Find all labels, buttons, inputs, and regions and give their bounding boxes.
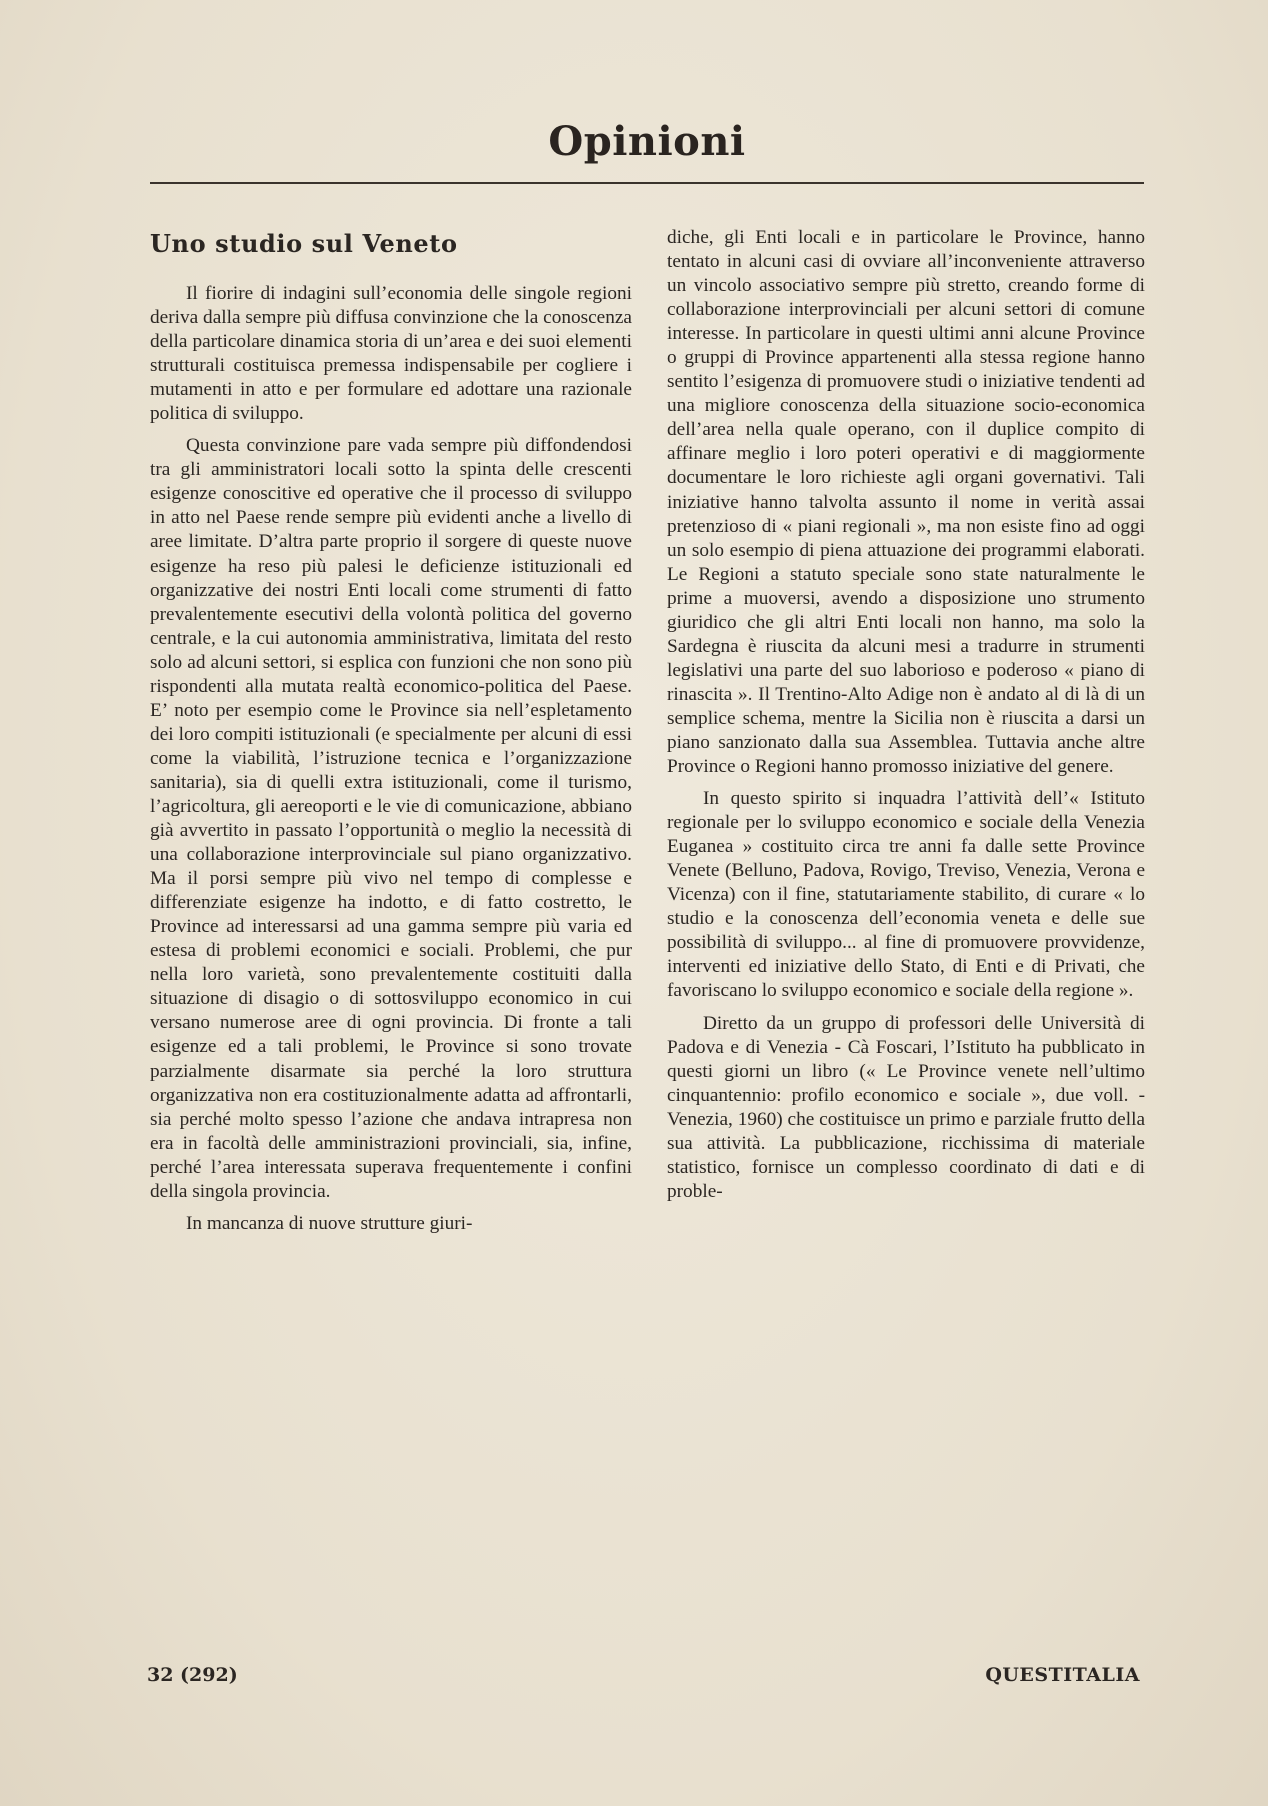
left-column	[150, 226, 632, 1236]
paragraph: Questa convinzione pare vada sempre più diffondendosi tra gli amministratori locali sotto la spinta delle crescenti esigenze conoscitive ed operative che il processo di sviluppo in atto nel Paese rende sempre più evidenti anche a livello di aree limitate. D’altra parte proprio il sorgere di queste nuove esigenze ha reso più palesi le deficienze istituzionali ed organizzative dei nostri Enti locali come strumenti di fatto prevalentemente esecutivi della volontà politica del governo centrale, e la cui autonomia amministrativa, limitata del resto solo ad alcuni settori, si esplica con funzioni che non sono più rispondenti alla mutata realtà economico-politica del Paese. E’ noto per esempio come le Province sia nell’espletamento dei loro compiti istituzionali (e specialmente per alcuni di essi come la viabilità, l’istruzione tecnica e l’organizzazione sanitaria), sia di quelli extra istituzionali, come il turismo, l’agricoltura, gli aereoporti e le vie di comunicazione, abbiano già avvertito in passato l’opportunità o meglio la necessità di una collaborazione interprovinciale sul piano organizzativo. Ma il porsi sempre più vivo nel tempo di complesse e differenziate esigenze ha indotto, e di fatto costretto, le Province ad interessarsi ad una gamma sempre più varia ed estesa di problemi economici e sociali. Problemi, che pur nella loro varietà, sono prevalentemente costituiti dalla situazione di disagio o di sottosviluppo economico in cui versano numerose aree di ogni provincia. Di fronte a tali esigenze ed a tali problemi, le Province si sono trovate parzialmente disarmate sia perché la loro struttura organizzativa non era costituzionalmente adatta ad affrontarli, sia perché molto spesso l’azione che andava intrapresa non era in facoltà delle amministrazioni provinciali, sia, infine, perché l’area interessata superava frequentemente i confini della singola provincia.	[150, 435, 632, 1202]
page-number: 32 (292)	[147, 1664, 238, 1686]
magazine-name: QUESTITALIA	[985, 1664, 1140, 1686]
paragraph: diche, gli Enti locali e in particolare le Province, hanno tentato in alcuni casi di ovviare all’inconveniente attraverso un vincolo associativo sempre più stretto, creando forme di collaborazione interprovinciali per alcuni settori di comune interesse. In particolare in questi ultimi anni alcune Province o gruppi di Province appartenenti alla stessa regione hanno sentito l’esigenza di promuovere studi o iniziative tendenti ad una migliore conoscenza della situazione socio-economica dell’area nella quale operano, con il duplice compito di affinare meglio i loro poteri operativi e di maggiormente documentare le loro richieste agli organi governativi. Tali iniziative hanno talvolta assunto il nome in verità assai pretenzioso di « piani regionali », ma non esiste fino ad oggi un solo esempio di piena attuazione dei programmi elaborati. Le Regioni a statuto speciale sono state naturalmente le prime a muoversi, avendo a disposizione uno strumento giuridico che gli altri Enti locali non hanno, ma solo la Sardegna è riuscita da alcuni mesi a tradurre in strumenti legislativi una parte del suo laborioso e poderoso « piano di rinascita ». Il Trentino-Alto Adige non è andato al di là di un semplice schema, mentre la Sicilia non è riuscita a darsi un piano sanzionato dalla sua Assemblea. Tuttavia anche altre Province o Regioni hanno promosso iniziative del genere.	[667, 227, 1145, 778]
right-column	[667, 226, 1145, 1212]
section-title: Opinioni	[548, 118, 746, 165]
title-rule	[150, 182, 1144, 184]
paragraph: Il fiorire di indagini sull’economia delle singole regioni deriva dalla sempre più diffusa convinzione che la conoscenza della particolare dinamica storia di un’area e dei suoi elementi strutturali costituisca premessa indispensabile per cogliere i mutamenti in atto e per formulare ed adottare una razionale politica di sviluppo.	[150, 283, 632, 425]
paragraph: In mancanza di nuove strutture giuri-	[186, 1212, 473, 1234]
article-title: Uno studio sul Veneto	[150, 229, 458, 258]
paragraph: Diretto da un gruppo di professori delle Università di Padova e di Venezia - Cà Foscari, l’Istituto ha pubblicato in questi giorni un libro (« Le Province venete nell’ultimo cinquantennio: profilo economico e sociale », due voll. - Venezia, 1960) che costituisce un primo e parziale frutto della sua attività. La pubblicazione, ricchissima di materiale statistico, fornisce un complesso coordinato di dati e di proble-	[667, 1012, 1145, 1202]
paragraph: In questo spirito si inquadra l’attività dell’« Istituto regionale per lo sviluppo economico e sociale della Venezia Euganea » costituito circa tre anni fa dalle sette Province Venete (Belluno, Padova, Rovigo, Treviso, Venezia, Verona e Vicenza) con il fine, statutariamente stabilito, di curare « lo studio e la conoscenza dell’economia veneta e delle sue possibilità di sviluppo... al fine di promuovere provvidenze, interventi ed iniziative dello Stato, di Enti e di Privati, che favoriscano lo sviluppo economico e sociale della regione ».	[667, 788, 1145, 1002]
